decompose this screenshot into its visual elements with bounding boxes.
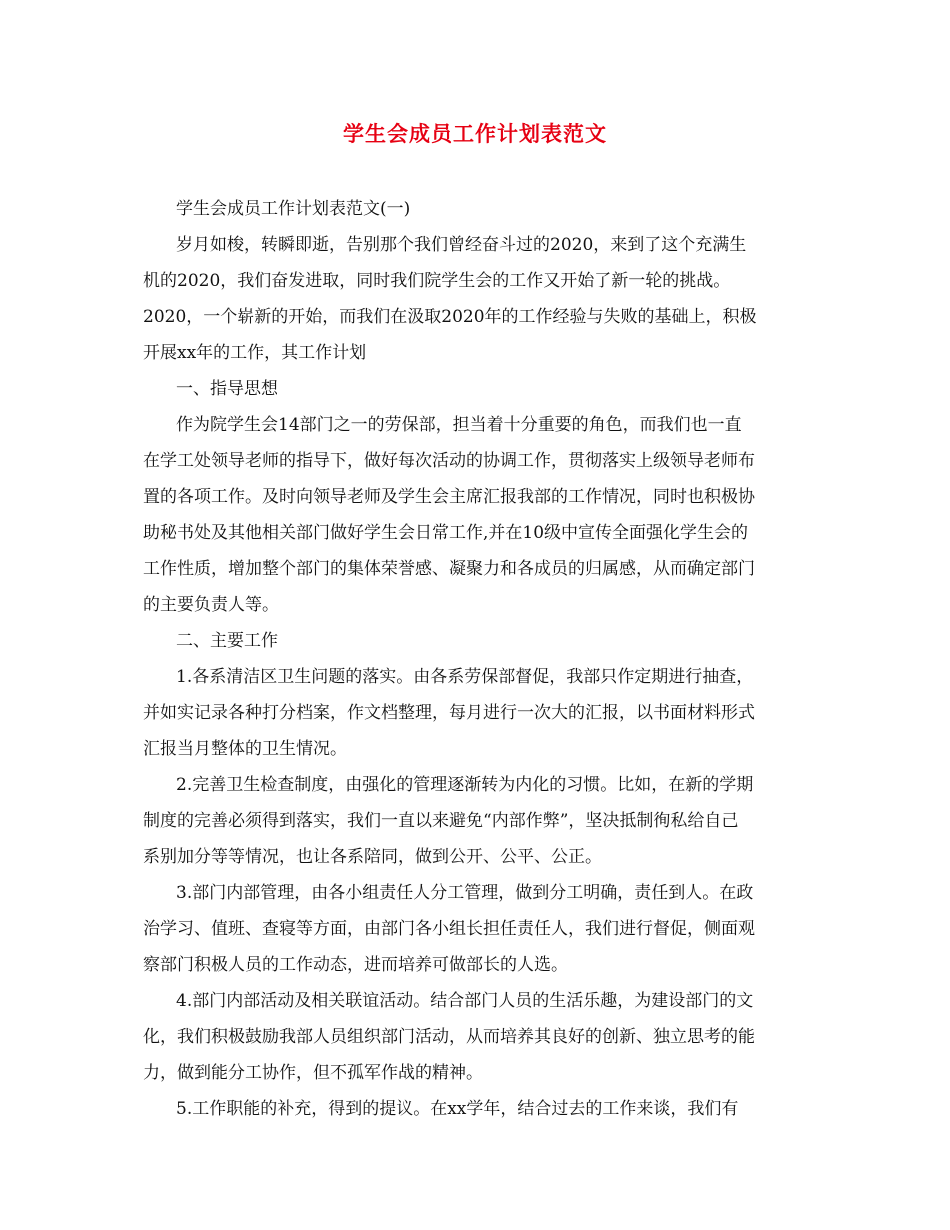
text-line: 治学习、值班、查寝等方面，由部门各小组长担任责任人，我们进行督促，侧面观 bbox=[143, 919, 755, 939]
text-line: 二、主要工作 bbox=[176, 631, 278, 651]
text-line: 并如实记录各种打分档案，作文档整理，每月进行一次大的汇报，以书面材料形式 bbox=[143, 703, 755, 723]
text-line: 学生会成员工作计划表范文(一) bbox=[176, 199, 411, 219]
text-line: 岁月如梭，转瞬即逝，告别那个我们曾经奋斗过的2020，来到了这个充满生 bbox=[176, 235, 747, 255]
text-line: 置的各项工作。及时向领导老师及学生会主席汇报我部的工作情况，同时也积极协 bbox=[143, 487, 755, 507]
page-title: 学生会成员工作计划表范文 bbox=[343, 121, 607, 146]
text-line: 4.部门内部活动及相关联谊活动。结合部门人员的生活乐趣，为建设部门的文 bbox=[176, 991, 754, 1011]
text-line: 作为院学生会14部门之一的劳保部，担当着十分重要的角色，而我们也一直 bbox=[176, 415, 742, 435]
text-line: 系别加分等等情况，也让各系陪同，做到公开、公平、公正。 bbox=[143, 847, 602, 867]
text-line: 察部门积极人员的工作动态，进而培养可做部长的人选。 bbox=[143, 955, 568, 975]
text-line: 助秘书处及其他相关部门做好学生会日常工作,并在10级中宣传全面强化学生会的 bbox=[143, 523, 749, 543]
text-line: 2.完善卫生检查制度，由强化的管理逐渐转为内化的习惯。比如，在新的学期 bbox=[176, 775, 754, 795]
text-line: 3.部门内部管理，由各小组责任人分工管理，做到分工明确，责任到人。在政 bbox=[176, 883, 754, 903]
text-line: 2020，一个崭新的开始，而我们在汲取2020年的工作经验与失败的基础上，积极 bbox=[143, 307, 757, 327]
text-line: 化，我们积极鼓励我部人员组织部门活动，从而培养其良好的创新、独立思考的能 bbox=[143, 1027, 755, 1047]
text-line: 汇报当月整体的卫生情况。 bbox=[143, 739, 347, 759]
text-line: 在学工处领导老师的指导下，做好每次活动的协调工作，贯彻落实上级领导老师布 bbox=[143, 451, 755, 471]
text-line: 工作性质，增加整个部门的集体荣誉感、凝聚力和各成员的归属感，从而确定部门 bbox=[143, 559, 755, 579]
text-line: 的主要负责人等。 bbox=[143, 595, 279, 615]
text-line: 一、指导思想 bbox=[176, 379, 278, 399]
text-line: 制度的完善必须得到落实，我们一直以来避免“内部作弊”，坚决抵制徇私给自己 bbox=[143, 811, 739, 831]
text-line: 5.工作职能的补充，得到的提议。在xx学年，结合过去的工作来谈，我们有 bbox=[176, 1099, 739, 1119]
text-line: 力，做到能分工协作，但不孤军作战的精神。 bbox=[143, 1063, 483, 1083]
text-line: 机的2020，我们奋发进取，同时我们院学生会的工作又开始了新一轮的挑战。 bbox=[143, 271, 731, 291]
text-line: 开展xx年的工作，其工作计划 bbox=[143, 343, 367, 363]
text-line: 1.各系清洁区卫生问题的落实。由各系劳保部督促，我部只作定期进行抽查， bbox=[176, 667, 754, 687]
